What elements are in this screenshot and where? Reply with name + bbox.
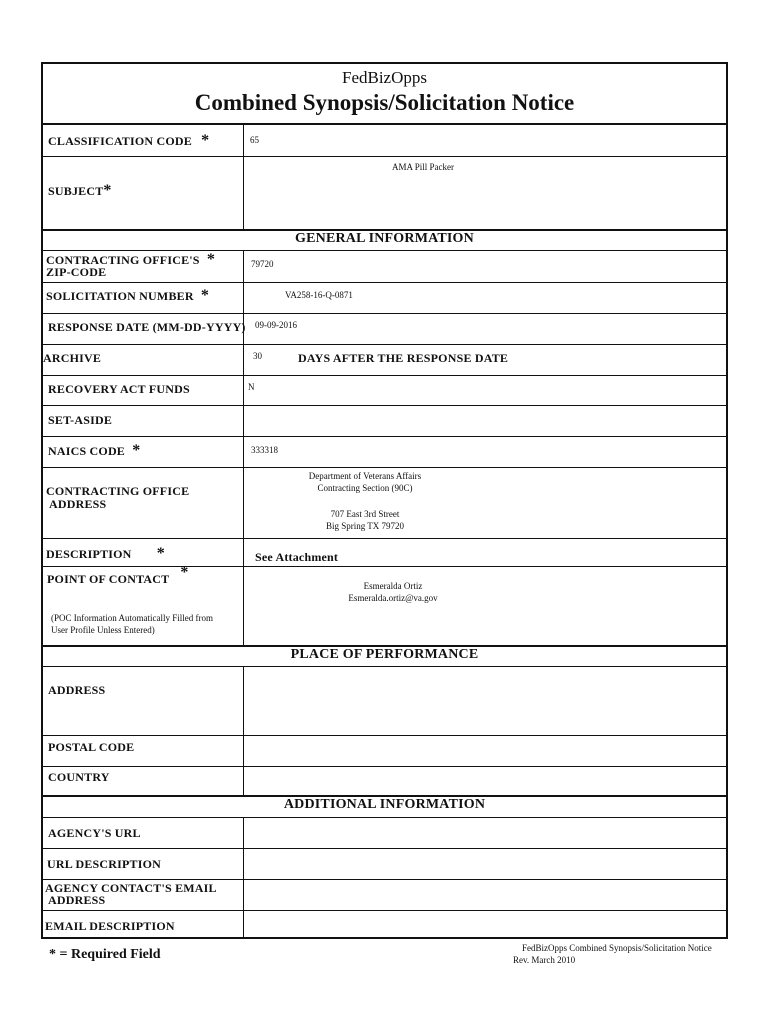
label-text: DESCRIPTION xyxy=(46,547,132,561)
agency-email-value[interactable] xyxy=(248,884,718,906)
label-text: CLASSIFICATION CODE xyxy=(48,134,192,148)
zip-code-label xyxy=(46,251,216,279)
divider xyxy=(43,538,726,539)
description-label xyxy=(46,545,165,563)
divider xyxy=(43,566,726,567)
label-text: CONTRACTING OFFICE xyxy=(46,484,190,498)
subject-label xyxy=(48,182,112,200)
poc-name: Esmeralda Ortiz xyxy=(363,581,423,591)
country-value[interactable] xyxy=(248,770,718,790)
solicitation-number-label xyxy=(46,287,209,305)
label-text: NAICS CODE xyxy=(48,444,126,458)
solicitation-form xyxy=(41,62,728,939)
response-date-value[interactable]: 09-09-2016 xyxy=(255,320,297,330)
naics-code-label xyxy=(48,442,140,460)
divider xyxy=(43,156,726,157)
required-star: * xyxy=(206,251,216,268)
address-line: Big Spring TX 79720 xyxy=(325,521,405,531)
divider xyxy=(43,848,726,849)
required-field-note: * = Required Field xyxy=(49,947,161,962)
divider xyxy=(43,436,726,437)
archive-suffix: DAYS AFTER THE RESPONSE DATE xyxy=(298,351,509,365)
classification-code-label xyxy=(48,132,209,150)
required-star: * xyxy=(156,545,165,562)
agency-url-label: AGENCY'S URL xyxy=(48,826,141,840)
divider xyxy=(43,313,726,314)
form-name: FedBizOpps Combined Synopsis/Solicitation Notice xyxy=(522,943,712,953)
poc-note xyxy=(51,612,213,636)
section-place-of-performance: PLACE OF PERFORMANCE xyxy=(290,647,479,662)
recovery-act-funds-value[interactable]: N xyxy=(248,382,255,392)
divider xyxy=(43,879,726,880)
section-additional-information: ADDITIONAL INFORMATION xyxy=(283,797,486,812)
required-star: * xyxy=(200,287,210,304)
naics-code-value[interactable]: 333318 xyxy=(251,445,278,455)
archive-label: ARCHIVE xyxy=(43,351,102,365)
divider xyxy=(43,467,726,468)
divider xyxy=(43,375,726,376)
label-text: ZIP-CODE xyxy=(46,265,107,279)
postal-code-value[interactable] xyxy=(248,740,718,760)
solicitation-number-value[interactable]: VA258-16-Q-0871 xyxy=(285,290,353,300)
label-text: ADDRESS xyxy=(48,893,106,907)
divider xyxy=(43,405,726,406)
country-label: COUNTRY xyxy=(48,770,110,784)
zip-code-value[interactable]: 79720 xyxy=(251,259,274,269)
section-general-information: GENERAL INFORMATION xyxy=(295,231,474,246)
label-text: POINT OF CONTACT xyxy=(47,572,170,586)
label-text: SUBJECT xyxy=(48,184,104,198)
form-footer-info xyxy=(513,942,712,966)
label-text: CONTRACTING OFFICE'S xyxy=(46,253,200,267)
place-address-label: ADDRESS xyxy=(48,683,106,697)
url-description-label: URL DESCRIPTION xyxy=(47,857,162,871)
url-description-value[interactable] xyxy=(248,853,718,875)
recovery-act-funds-label: RECOVERY ACT FUNDS xyxy=(48,382,190,396)
address-line: Department of Veterans Affairs xyxy=(308,471,422,481)
form-revision: Rev. March 2010 xyxy=(513,955,576,965)
description-value[interactable]: See Attachment xyxy=(255,550,339,564)
postal-code-label: POSTAL CODE xyxy=(48,740,135,754)
required-star: * xyxy=(132,442,141,459)
divider xyxy=(43,666,726,667)
form-header xyxy=(43,68,726,116)
required-star: * xyxy=(201,132,210,149)
agency-email-label xyxy=(45,882,217,906)
contracting-office-address-value[interactable] xyxy=(243,470,487,532)
email-description-value[interactable] xyxy=(248,914,718,936)
poc-value[interactable] xyxy=(243,580,543,604)
place-address-value[interactable] xyxy=(248,676,718,731)
subject-value[interactable]: AMA Pill Packer xyxy=(392,162,454,172)
address-line: 707 East 3rd Street xyxy=(330,509,400,519)
column-divider xyxy=(243,124,244,229)
divider xyxy=(43,766,726,767)
address-line: Contracting Section (90C) xyxy=(317,483,413,493)
site-name: FedBizOpps xyxy=(342,68,427,87)
required-star: * xyxy=(103,182,112,199)
poc-note-line: (POC Information Automatically Filled from xyxy=(51,613,213,623)
poc-note-line: User Profile Unless Entered) xyxy=(51,625,155,635)
agency-url-value[interactable] xyxy=(248,822,718,844)
label-text: AGENCY CONTACT'S EMAIL xyxy=(45,881,217,895)
point-of-contact-label xyxy=(47,564,189,588)
divider xyxy=(43,250,726,251)
divider xyxy=(43,344,726,345)
required-star: * xyxy=(180,564,189,581)
classification-code-value[interactable]: 65 xyxy=(250,135,259,145)
label-text: SOLICITATION NUMBER xyxy=(46,289,194,303)
divider xyxy=(43,123,726,125)
divider xyxy=(43,817,726,818)
poc-email: Esmeralda.ortiz@va.gov xyxy=(348,593,438,603)
column-divider xyxy=(243,818,244,939)
column-divider xyxy=(243,667,244,795)
divider xyxy=(43,282,726,283)
divider xyxy=(43,735,726,736)
response-date-label: RESPONSE DATE (MM-DD-YYYY) xyxy=(48,320,246,334)
contracting-office-address-label xyxy=(46,485,189,511)
divider xyxy=(43,910,726,911)
label-text: ADDRESS xyxy=(49,497,107,511)
archive-value[interactable]: 30 xyxy=(253,351,262,361)
email-description-label: EMAIL DESCRIPTION xyxy=(45,919,175,933)
set-aside-label: SET-ASIDE xyxy=(48,413,113,427)
form-title: Combined Synopsis/Solicitation Notice xyxy=(194,90,575,115)
